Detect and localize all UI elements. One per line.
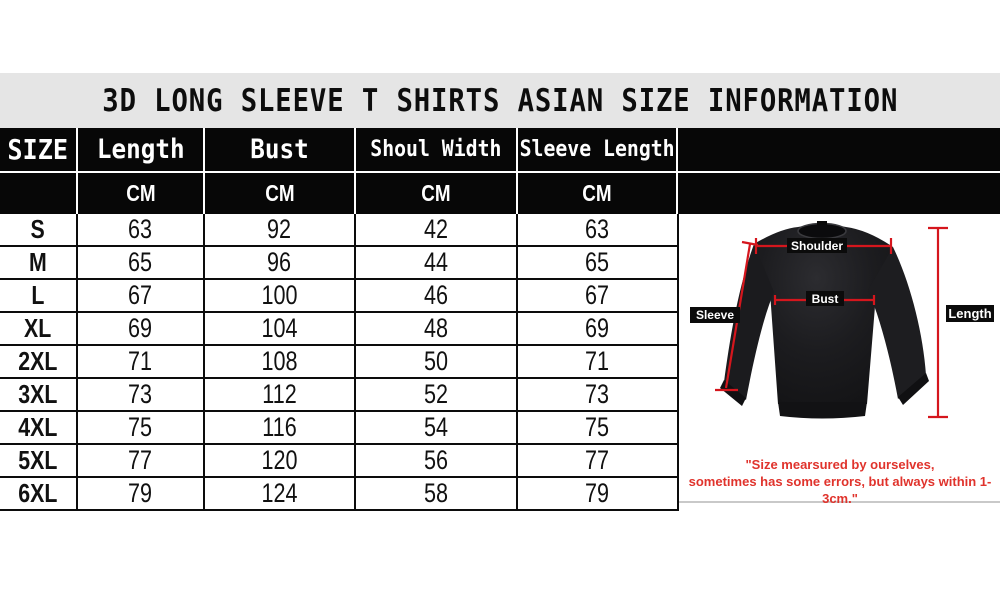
bust-cell: 92 bbox=[205, 214, 356, 247]
shoul-width-cell: 46 bbox=[356, 280, 518, 313]
length-cell: 79 bbox=[78, 478, 205, 511]
shoul-width-cell: 54 bbox=[356, 412, 518, 445]
size-table-body bbox=[0, 214, 679, 508]
bust-cell: 104 bbox=[205, 313, 356, 346]
length-cell: 77 bbox=[78, 445, 205, 478]
bust-cell: 96 bbox=[205, 247, 356, 280]
unit-cell-bust: CM bbox=[205, 173, 356, 214]
column-header-sleeve-length: Sleeve Length bbox=[518, 128, 678, 173]
shoul-width-cell: 44 bbox=[356, 247, 518, 280]
shoulder-label: Shoulder bbox=[787, 238, 847, 253]
length-cell: 63 bbox=[78, 214, 205, 247]
length-cell: 73 bbox=[78, 379, 205, 412]
length-label: Length bbox=[946, 305, 994, 322]
shoul-width-cell: 42 bbox=[356, 214, 518, 247]
page-title: 3D LONG SLEEVE T SHIRTS ASIAN SIZE INFORMATION bbox=[102, 82, 898, 119]
shoul-width-cell: 56 bbox=[356, 445, 518, 478]
bust-cell: 112 bbox=[205, 379, 356, 412]
length-cell: 67 bbox=[78, 280, 205, 313]
collar-tag bbox=[817, 221, 827, 225]
sleeve-length-cell: 79 bbox=[518, 478, 679, 511]
length-cell: 69 bbox=[78, 313, 205, 346]
size-cell: M bbox=[0, 247, 78, 280]
table-header bbox=[0, 128, 1000, 214]
measure-note-line1: "Size mearsured by ourselves, bbox=[745, 457, 935, 472]
size-cell: S bbox=[0, 214, 78, 247]
size-cell: 5XL bbox=[0, 445, 78, 478]
title-band bbox=[0, 73, 1000, 128]
shoul-width-cell: 50 bbox=[356, 346, 518, 379]
bust-cell: 108 bbox=[205, 346, 356, 379]
length-cell: 71 bbox=[78, 346, 205, 379]
unit-cell-shoul-width: CM bbox=[356, 173, 518, 214]
bust-label: Bust bbox=[806, 291, 844, 306]
unit-cell-size bbox=[0, 173, 78, 214]
size-cell: 4XL bbox=[0, 412, 78, 445]
sleeve-length-cell: 75 bbox=[518, 412, 679, 445]
sweatshirt-collar bbox=[798, 224, 846, 239]
sweatshirt-hem bbox=[778, 402, 867, 419]
length-cell: 65 bbox=[78, 247, 205, 280]
measure-note bbox=[680, 456, 1000, 507]
unit-cell-sleeve-length: CM bbox=[518, 173, 678, 214]
unit-filler bbox=[678, 173, 1000, 214]
header-filler bbox=[678, 128, 1000, 173]
measure-note-line2: sometimes has some errors, but always within 1-3cm." bbox=[688, 474, 992, 506]
size-cell: XL bbox=[0, 313, 78, 346]
size-cell: 3XL bbox=[0, 379, 78, 412]
column-header-length: Length bbox=[78, 128, 205, 173]
unit-cell-length: CM bbox=[78, 173, 205, 214]
shoul-width-cell: 58 bbox=[356, 478, 518, 511]
length-cell: 75 bbox=[78, 412, 205, 445]
size-cell: L bbox=[0, 280, 78, 313]
bust-cell: 124 bbox=[205, 478, 356, 511]
sleeve-length-cell: 69 bbox=[518, 313, 679, 346]
bust-cell: 100 bbox=[205, 280, 356, 313]
sleeve-length-cell: 77 bbox=[518, 445, 679, 478]
bust-cell: 120 bbox=[205, 445, 356, 478]
sleeve-length-cell: 63 bbox=[518, 214, 679, 247]
column-header-bust: Bust bbox=[205, 128, 356, 173]
shoul-width-cell: 48 bbox=[356, 313, 518, 346]
shoul-width-cell: 52 bbox=[356, 379, 518, 412]
sleeve-length-cell: 67 bbox=[518, 280, 679, 313]
sleeve-length-cell: 65 bbox=[518, 247, 679, 280]
sleeve-length-cell: 71 bbox=[518, 346, 679, 379]
sleeve-label: Sleeve bbox=[690, 307, 740, 323]
size-cell: 2XL bbox=[0, 346, 78, 379]
column-header-size: SIZE bbox=[0, 128, 78, 173]
column-header-shoul-width: Shoul Width bbox=[356, 128, 518, 173]
sleeve-length-cell: 73 bbox=[518, 379, 679, 412]
bust-cell: 116 bbox=[205, 412, 356, 445]
size-cell: 6XL bbox=[0, 478, 78, 511]
